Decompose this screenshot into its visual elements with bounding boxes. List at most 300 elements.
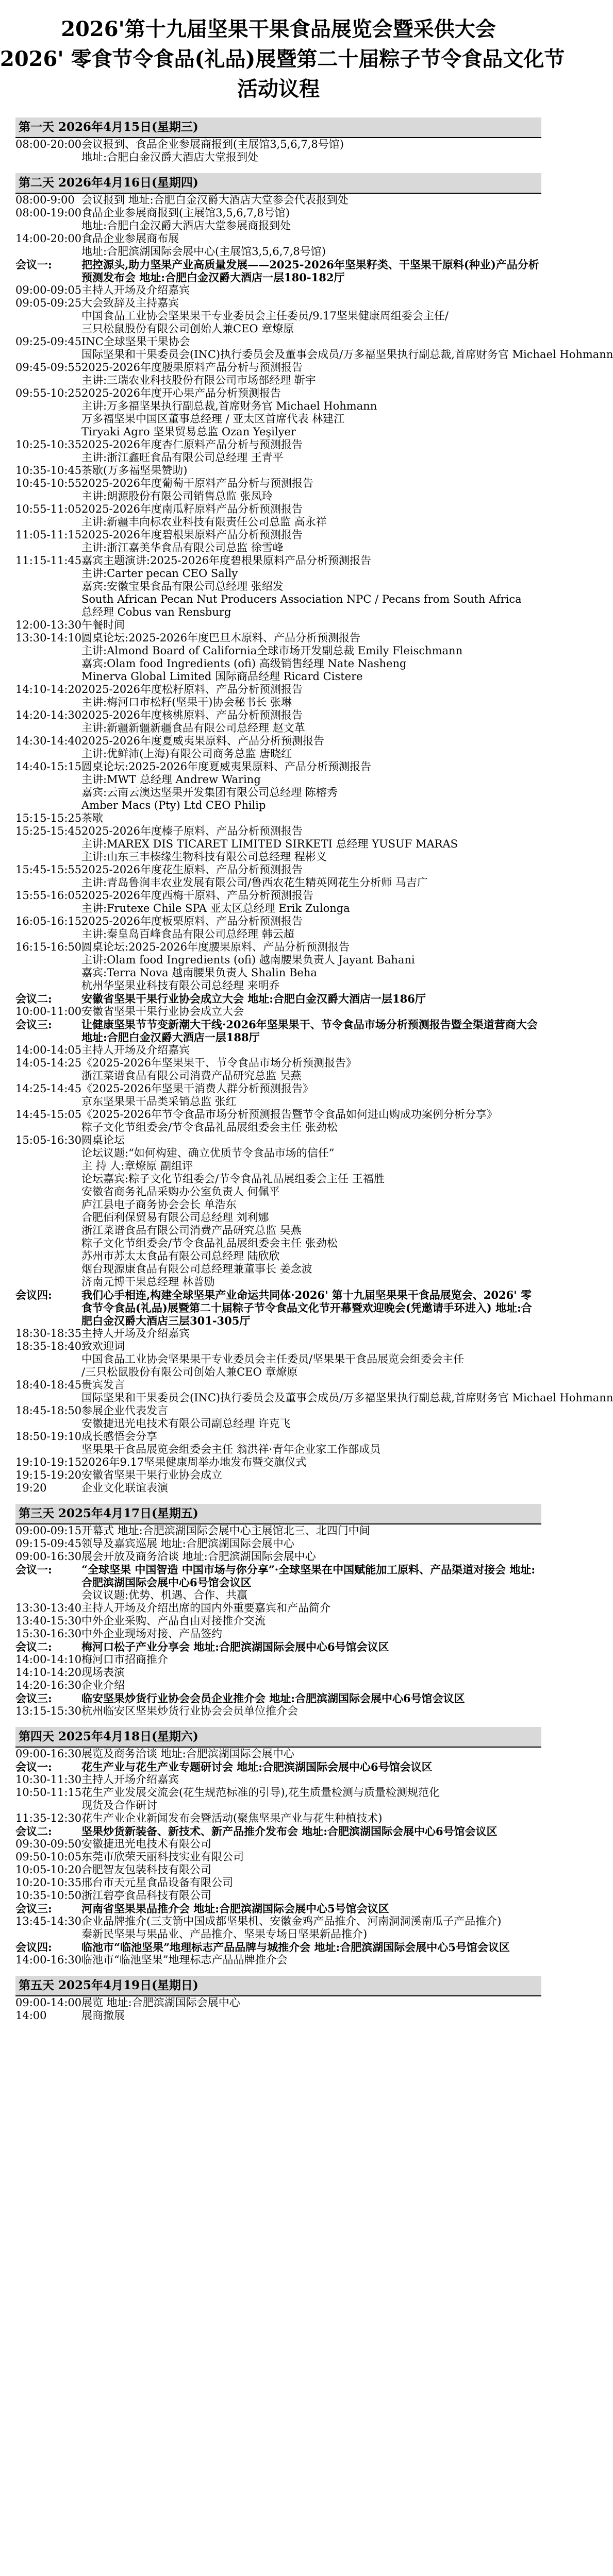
time-cell: 10:20-10:35 [15, 1876, 82, 1889]
time-cell: 10:35-10:50 [15, 1889, 82, 1902]
agenda-row [15, 138, 541, 151]
description-cell: 主讲:优鲜沛(上海)有限公司商务总监 唐晓红 [81, 748, 292, 760]
description-cell: 国际坚果和干果委员会(INC)执行委员会及董事会成员/万多福坚果执行副总裁,首席财务官 Michael Hohmann [81, 348, 613, 361]
time-cell: 09:00-14:00 [15, 1996, 82, 2009]
description-cell: 2025-2026年度板栗原料、产品分析预测报告 [81, 915, 303, 927]
agenda-row [15, 1392, 613, 1404]
agenda-row [15, 1276, 541, 1289]
description-cell: 圆桌论坛 [81, 1134, 125, 1146]
agenda-row [15, 580, 541, 593]
agenda-row [15, 1889, 541, 1902]
description-cell: 主持人开场及介绍嘉宾 [81, 1327, 190, 1340]
agenda-row [15, 593, 541, 606]
time-cell: 14:10-14:20 [15, 1666, 82, 1679]
description-cell: 坚果果干食品展览会组委会主任 翁洪祥·青年企业家工作部成员 [81, 1443, 381, 1455]
agenda-row [15, 374, 541, 387]
description-cell: 主 持 人:章燎原 副组评 [81, 1160, 193, 1172]
time-cell: 14:00-14:10 [15, 1653, 82, 1666]
agenda-row [15, 1915, 541, 1928]
time-cell [15, 979, 81, 992]
time-cell [15, 1443, 81, 1456]
description-cell: 食品企业参展商布展 [81, 232, 179, 245]
session-heading [15, 1825, 541, 1838]
description-cell: 中外企业采购、产品自由对接推介交流 [81, 1615, 266, 1627]
time-cell: 13:45-14:30 [15, 1915, 82, 1927]
time-cell [15, 786, 81, 799]
agenda-row [15, 541, 541, 554]
agenda-row [15, 1185, 541, 1198]
agenda-row [15, 1173, 541, 1185]
description-cell: 邢台市天元星食品设备有限公司 [81, 1876, 233, 1889]
time-cell: 15:30-16:30 [15, 1628, 82, 1640]
agenda-row [15, 1482, 541, 1495]
agenda-row [15, 477, 541, 490]
agenda-row [15, 1469, 541, 1482]
description-cell: 午餐时间 [81, 619, 125, 631]
time-cell [15, 967, 81, 979]
description-cell: 秦新民坚果与果品业、产品推介、坚果专场日坚果新品推介) [81, 1928, 368, 1940]
agenda-row [15, 1160, 541, 1173]
time-cell [15, 348, 81, 361]
agenda-row [15, 1134, 541, 1147]
agenda-row [15, 1224, 541, 1237]
time-cell: 11:15-11:45 [15, 554, 82, 567]
description-cell: 总经理 Cobus van Rensburg [81, 606, 231, 618]
description-cell: 花生产业企业新闻发布会暨活动(聚焦坚果产业与花生种植技术) [81, 1812, 383, 1824]
agenda-row [15, 1876, 541, 1889]
time-cell: 14:00 [15, 2009, 47, 2022]
time-cell [15, 1095, 81, 1108]
time-cell: 18:35-18:40 [15, 1340, 82, 1352]
description-cell: 2025-2026年度南瓜籽原料产品分析预测报告 [81, 503, 303, 515]
description-cell: 2026年9.17坚果健康周举办地发布暨交旗仪式 [81, 1456, 307, 1468]
agenda-row [15, 645, 541, 657]
time-cell [15, 593, 81, 606]
description-cell: 圆桌论坛:2025-2026年度腰果原料、产品分析预测报告 [81, 941, 350, 953]
description-cell: 茶歇(万多福坚果赞助) [81, 464, 188, 477]
agenda-row [15, 1996, 541, 2009]
agenda-row [15, 812, 541, 825]
description-cell: 圆桌论坛:2025-2026年度巴旦木原料、产品分析预测报告 [81, 632, 361, 644]
time-cell: 08:00-9:00 [15, 194, 75, 206]
description-cell: 论坛议题:“如何构建、确立优质节令食品市场的信任” [81, 1147, 335, 1159]
description-cell: 2025-2026年度核桃原料、产品分析预测报告 [81, 709, 303, 721]
description-cell: 大会致辞及主持嘉宾 [81, 297, 179, 309]
agenda-row [15, 554, 541, 567]
agenda-row [15, 1198, 541, 1211]
agenda-row [15, 1653, 541, 1666]
description-cell: 主讲:万多福坚果执行副总裁,首席财务官 Michael Hohmann [81, 400, 377, 412]
time-cell: 09:25-09:45 [15, 335, 82, 348]
time-cell: 13:30-13:40 [15, 1602, 82, 1614]
time-cell [15, 902, 81, 915]
description-cell: /三只松鼠股份有限公司创始人兼CEO 章燎原 [81, 1366, 298, 1378]
description-cell: 开幕式 地址:合肥滨湖国际会展中心主展馆北三、北四门中间 [81, 1524, 370, 1537]
agenda-row [15, 1615, 541, 1628]
agenda-row [15, 323, 541, 335]
time-cell: 09:15-09:45 [15, 1537, 82, 1550]
description-cell: 2025-2026年度西梅干原料、产品分析预测报告 [81, 889, 313, 902]
description-cell: 贵宾发言 [81, 1379, 125, 1391]
description-cell: 会议议题:优势、机遇、合作、共赢 [81, 1589, 248, 1601]
time-cell [15, 490, 81, 503]
description-cell: 浙江菜谱食品有限公司消费产品研究总监 吴燕 [81, 1224, 302, 1236]
agenda-row [15, 1786, 541, 1799]
title-line-1: 2026'第十九届坚果干果食品展览会暨采供大会 [61, 17, 496, 41]
time-cell: 19:20 [15, 1482, 47, 1494]
time-cell: 16:15-16:50 [15, 941, 82, 953]
time-cell [15, 426, 81, 438]
agenda-row [15, 1417, 541, 1430]
description-cell: 安徽省商务礼品采购办公室负责人 何佩平 [81, 1185, 280, 1198]
agenda-row [15, 1005, 541, 1018]
agenda-row [15, 1340, 541, 1353]
description-cell: 食品企业参展商报到(主展馆3,5,6,7,8号馆) [81, 207, 290, 219]
time-cell [15, 374, 81, 387]
description-cell: 主讲:Frutexe Chile SPA 亚太区总经理 Erik Zulonga [81, 902, 350, 914]
time-cell [15, 773, 81, 786]
agenda-row [15, 760, 541, 773]
time-cell: 15:15-15:25 [15, 812, 82, 824]
agenda-row [15, 1812, 541, 1825]
description-cell: 2025-2026年度开心果产品分析预测报告 [81, 387, 281, 399]
description-cell: 万多福坚果中国区董事总经理 / 亚太区首席代表 林建江 [81, 413, 345, 425]
description-cell: 坚果炒货新装备、新技术、新产品推介发布会 地址:合肥滨湖国际会展中心6号馆会议区 [81, 1825, 498, 1838]
time-cell [15, 799, 81, 812]
time-cell [15, 1366, 81, 1379]
description-cell: Amber Macs (Pty) Ltd CEO Philip [81, 799, 266, 811]
description-cell: 花生产业与花生产业专题研讨会 地址:合肥滨湖国际会展中心6号馆会议区 [81, 1760, 433, 1773]
description-cell: 烟台现源康食品有限公司总经理兼董事长 姜念波 [81, 1263, 312, 1275]
time-cell: 会议三: [15, 1018, 52, 1031]
agenda-row [15, 361, 541, 374]
time-cell: 09:00-09:05 [15, 284, 82, 296]
time-cell: 会议二: [15, 1825, 52, 1838]
agenda-row [15, 297, 541, 310]
agenda-row [15, 1928, 541, 1941]
agenda-row [15, 838, 541, 851]
description-cell: 中外企业现场对接、产品签约 [81, 1628, 222, 1640]
description-cell: Minerva Global Limited 国际商品经理 Ricard Cistere [81, 670, 363, 683]
agenda-row [15, 245, 541, 258]
time-cell [15, 1198, 81, 1211]
day-header: 第二天 2026年4月16日(星期四) [15, 173, 541, 194]
agenda-row [15, 387, 541, 400]
agenda-row [15, 464, 541, 477]
agenda-row [15, 722, 541, 735]
time-cell: 10:50-11:15 [15, 1786, 82, 1799]
description-cell: 企业文化联谊表演 [81, 1482, 168, 1494]
agenda-row [15, 979, 541, 992]
time-cell [15, 1211, 81, 1224]
description-cell: 主持人开场及介绍嘉宾 [81, 1044, 190, 1056]
time-cell: 09:05-09:25 [15, 297, 82, 309]
agenda-row [15, 1044, 541, 1057]
time-cell [15, 954, 81, 967]
time-cell [15, 876, 81, 889]
description-cell: 合肥佰利保贸易有限公司总经理 刘利娜 [81, 1211, 269, 1224]
description-cell: 主讲:三瑞农业科技股份有限公司市场部经理 靳宇 [81, 374, 316, 386]
agenda-row [15, 1863, 541, 1876]
description-cell: 展览及商务洽谈 地址:合肥滨湖国际会展中心 [81, 1748, 294, 1760]
description-cell: 2025-2026年度葡萄干原料产品分析与预测报告 [81, 477, 313, 489]
agenda-row [15, 773, 541, 786]
time-cell [15, 1160, 81, 1173]
session-heading [15, 1289, 541, 1327]
agenda-row [15, 1748, 541, 1760]
time-cell: 18:30-18:35 [15, 1327, 82, 1340]
time-cell [15, 1799, 81, 1812]
time-cell [15, 748, 81, 760]
time-cell [15, 151, 81, 164]
agenda-row [15, 1430, 541, 1443]
agenda-row [15, 967, 541, 979]
agenda-row [15, 941, 541, 954]
description-cell: 我们心手相连,构建全球坚果产业命运共同体·2026' 第十九届坚果果干食品展览会、2026' 零食节令食品(礼品)展暨第二十届粽子节令食品文化节开幕暨欢迎晚会(凭邀请手环进入) 地址:合肥白金汉爵大酒店三层301-305厅 [81, 1289, 532, 1327]
description-cell: 嘉宾:云南云澳达坚果开发集团有限公司总经理 陈榕秀 [81, 786, 338, 799]
description-cell: 济南元博干果总经理 林普励 [81, 1276, 215, 1288]
time-cell [15, 541, 81, 554]
agenda-row [15, 1057, 541, 1070]
time-cell [15, 1224, 81, 1237]
time-cell: 会议一: [15, 1760, 52, 1773]
agenda-content [15, 108, 613, 2022]
time-cell [15, 1263, 81, 1276]
time-cell: 10:35-10:45 [15, 464, 82, 477]
agenda-row [15, 863, 541, 876]
time-cell: 14:05-14:25 [15, 1057, 82, 1069]
description-cell: 地址:合肥白金汉爵大酒店大堂参展商报到处 [81, 219, 291, 232]
description-cell: 2025-2026年度夏威夷果原料、产品分析预测报告 [81, 735, 324, 747]
agenda-row [15, 1456, 541, 1469]
time-cell [15, 1237, 81, 1250]
time-cell [15, 696, 81, 709]
agenda-row [15, 1550, 541, 1563]
agenda-row [15, 2009, 541, 2022]
description-cell: 浙江碧亭食品科技有限公司 [81, 1889, 211, 1902]
agenda-row [15, 889, 541, 902]
time-cell [15, 838, 81, 851]
time-cell [15, 657, 81, 670]
description-cell: 主讲:MWT 总经理 Andrew Waring [81, 773, 261, 786]
agenda-row [15, 670, 541, 683]
time-cell: 18:50-19:10 [15, 1430, 82, 1443]
agenda-row [15, 1366, 541, 1379]
description-cell: 《2025-2026年节令食品市场分析预测报告暨节令食品如何进山购成功案例分析分享》 [81, 1108, 498, 1121]
time-cell: 会议二: [15, 1640, 52, 1653]
description-cell: 领导及嘉宾巡展 地址:合肥滨湖国际会展中心 [81, 1537, 294, 1550]
time-cell [15, 1589, 81, 1602]
time-cell: 11:05-11:15 [15, 529, 82, 541]
agenda-row [15, 567, 541, 580]
description-cell: 主持人开场及介绍嘉宾 [81, 284, 190, 296]
description-cell: “全球坚果 中国智造 中国市场与你分享”·全球坚果在中国赋能加工原料、产品渠道对接会 地址:合肥滨湖国际会展中心6号馆会议区 [81, 1563, 536, 1589]
time-cell [15, 245, 81, 258]
session-heading [15, 1941, 541, 1954]
agenda-row [15, 194, 541, 207]
session-heading [15, 1760, 541, 1773]
time-cell: 会议四: [15, 1289, 52, 1301]
time-cell: 15:25-15:45 [15, 825, 82, 837]
time-cell [15, 516, 81, 529]
time-cell: 15:45-15:55 [15, 863, 82, 876]
description-cell: 论坛嘉宾:粽子文化节组委会/节令食品礼品展组委会主任 王福胜 [81, 1173, 385, 1185]
agenda-row [15, 284, 541, 297]
time-cell: 会议二: [15, 992, 52, 1005]
time-cell: 13:15-15:30 [15, 1705, 82, 1717]
session-heading [15, 1640, 541, 1653]
time-cell [15, 323, 81, 335]
session-heading [15, 1692, 541, 1705]
agenda-row [15, 876, 541, 889]
agenda-row [15, 902, 541, 915]
time-cell: 会议一: [15, 1563, 52, 1576]
agenda-row [15, 1082, 541, 1095]
description-cell: 《2025-2026年坚果果干、节令食品市场分析预测报告》 [81, 1057, 357, 1069]
time-cell: 18:45-18:50 [15, 1404, 82, 1417]
time-cell [15, 645, 81, 657]
agenda-row [15, 451, 541, 464]
description-cell: 安徽捷迅光电技术有限公司 [81, 1838, 211, 1850]
description-cell: 临池市“临池坚果”地理标志产品品牌推介会 [81, 1954, 288, 1966]
description-cell: 苏州市苏太太食品有限公司总经理 陆欣欣 [81, 1250, 280, 1262]
agenda-row [15, 1211, 541, 1224]
time-cell [15, 1147, 81, 1160]
time-cell: 14:30-14:40 [15, 735, 82, 747]
description-cell: 主讲:浙江鑫旺食品有限公司总经理 王青平 [81, 451, 284, 464]
description-cell: INC全球坚果干果协会 [81, 335, 190, 348]
description-cell: 杭州华坚果业科技有限公司总经理 来明乔 [81, 979, 280, 992]
agenda-row [15, 851, 541, 863]
agenda-row [15, 1108, 541, 1121]
description-cell: 成长感悟会分享 [81, 1430, 157, 1443]
time-cell [15, 451, 81, 464]
description-cell: 主持人开场介绍嘉宾 [81, 1773, 179, 1786]
time-cell: 15:55-16:05 [15, 889, 82, 902]
agenda-row [15, 1353, 541, 1366]
description-cell: 主讲:朗源股份有限公司销售总监 张凤玲 [81, 490, 273, 502]
agenda-row [15, 516, 541, 529]
time-cell: 09:00-16:30 [15, 1550, 82, 1563]
day-header: 第五天 2025年4月19日(星期日) [15, 1976, 541, 1996]
time-cell [15, 413, 81, 426]
agenda-row [15, 1250, 541, 1263]
description-cell: Tiryaki Agro 坚果贸易总监 Ozan Yeşilyer [81, 426, 296, 438]
time-cell: 10:25-10:35 [15, 438, 82, 451]
time-cell: 16:05-16:15 [15, 915, 82, 927]
agenda-row [15, 1443, 541, 1456]
agenda-row [15, 1851, 541, 1863]
description-cell: 临池市“临池坚果”地理标志产品品牌与城推介会 地址:合肥滨湖国际会展中心5号馆会议区 [81, 1941, 510, 1954]
description-cell: 嘉宾:安徽宝果食品有限公司总经理 张绍发 [81, 580, 284, 592]
time-cell: 18:40-18:45 [15, 1379, 82, 1391]
description-cell: 地址:合肥滨湖国际会展中心(主展馆3,5,6,7,8号馆) [81, 245, 326, 258]
agenda-row [15, 1773, 541, 1786]
agenda-row [15, 683, 541, 696]
time-cell [15, 1185, 81, 1198]
time-cell [15, 606, 81, 619]
day-header: 第一天 2026年4月15日(星期三) [15, 117, 541, 138]
time-cell [15, 1276, 81, 1289]
description-cell: 粽子文化节组委会/节令食品礼品展组委会主任 张劲松 [81, 1237, 338, 1249]
agenda-row [15, 1524, 541, 1537]
session-heading [15, 1563, 541, 1589]
description-cell: 主讲:山东三丰榛缘生物科技有限公司总经理 程彬义 [81, 851, 327, 863]
description-cell: 主讲:Carter pecan CEO Sally [81, 567, 238, 580]
description-cell: South African Pecan Nut Producers Association NPC / Pecans from South Africa [81, 593, 522, 605]
day-header: 第三天 2025年4月17日(星期五) [15, 1504, 541, 1524]
time-cell: 09:30-09:50 [15, 1838, 82, 1850]
description-cell: 三只松鼠股份有限公司创始人兼CEO 章燎原 [81, 323, 294, 335]
time-cell: 14:00-16:30 [15, 1954, 82, 1966]
description-cell: 花生产业发展交流会(花生规范标准的引导),花生质量检测与质量检测规范化 [81, 1786, 440, 1799]
description-cell: 主讲:秦皇岛百峰食品有限公司总经理 韩云超 [81, 928, 294, 940]
description-cell: 圆桌论坛:2025-2026年度夏威夷果原料、产品分析预测报告 [81, 760, 372, 773]
time-cell: 14:10-14:20 [15, 683, 82, 696]
description-cell: 东莞市欣荣天丽科技实业有限公司 [81, 1851, 244, 1863]
description-cell: 中国食品工业协会坚果果干专业委员会主任委员/9.17坚果健康周组委会主任/ [81, 310, 449, 322]
time-cell: 会议一: [15, 258, 52, 271]
session-heading [15, 258, 541, 284]
description-cell: 粽子文化节组委会/节令食品礼品展组委会主任 张劲松 [81, 1121, 338, 1133]
description-cell: 安徽省坚果干果行业协会成立 [81, 1469, 222, 1481]
agenda-row [15, 657, 541, 670]
description-cell: 合肥智友包装科技有限公司 [81, 1863, 211, 1876]
time-cell: 11:35-12:30 [15, 1812, 82, 1824]
description-cell: 杭州临安区坚果炒货行业协会会员单位推介会 [81, 1705, 298, 1717]
agenda-row [15, 1327, 541, 1340]
description-cell: 企业介绍 [81, 1679, 125, 1691]
agenda-row [15, 503, 541, 516]
description-cell: 中国食品工业协会坚果果干专业委员会主任委员/坚果果干食品展览会组委会主任 [81, 1353, 465, 1365]
agenda-row [15, 1404, 541, 1417]
agenda-row [15, 915, 541, 928]
description-cell: 主讲:MAREX DIS TICARET LIMITED SIRKETI 总经理 YUSUF MARAS [81, 838, 458, 850]
time-cell [15, 1070, 81, 1082]
description-cell: 2025-2026年度花生原料、产品分析预测报告 [81, 863, 303, 876]
agenda-row [15, 1628, 541, 1640]
agenda-row [15, 1537, 541, 1550]
description-cell: 把控源头,助力坚果产业高质量发展——2025-2026年坚果籽类、干坚果干原料(种业)产品分析预测发布会 地址:合肥白金汉爵大酒店一层180-182厅 [81, 258, 539, 284]
description-cell: 展商撤展 [81, 2009, 125, 2022]
time-cell: 12:00-13:30 [15, 619, 82, 631]
time-cell: 14:45-15:05 [15, 1108, 82, 1121]
agenda-row [15, 632, 541, 645]
agenda-row [15, 426, 541, 438]
time-cell: 09:55-10:25 [15, 387, 82, 399]
description-cell: 主讲:新疆丰向标农业科技有限责任公司总监 高永祥 [81, 516, 327, 528]
time-cell: 09:00-16:30 [15, 1748, 82, 1760]
description-cell: 主讲:浙江嘉美华食品有限公司总监 徐雪峰 [81, 541, 284, 554]
description-cell: 2025-2026年度腰果原料产品分析与预测报告 [81, 361, 303, 374]
description-cell: 安徽省坚果干果行业协会成立大会 地址:合肥白金汉爵大酒店一层186厅 [81, 992, 426, 1005]
description-cell: 主讲:Olam food Ingredients (ofi) 越南腰果负责人 Jayant Bahani [81, 954, 415, 966]
agenda-row [15, 1379, 541, 1392]
agenda-row [15, 1602, 541, 1615]
day-header: 第四天 2025年4月18日(星期六) [15, 1727, 541, 1748]
description-cell: 现场表演 [81, 1666, 125, 1679]
agenda-row [15, 1838, 541, 1851]
agenda-row [15, 786, 541, 799]
time-cell [15, 722, 81, 735]
time-cell [15, 1417, 81, 1430]
time-cell: 09:00-09:15 [15, 1524, 82, 1537]
time-cell: 14:20-16:30 [15, 1679, 82, 1691]
agenda-row [15, 709, 541, 722]
description-cell: 2025-2026年度榛子原料、产品分析预测报告 [81, 825, 303, 837]
time-cell [15, 670, 81, 683]
agenda-row [15, 799, 541, 812]
